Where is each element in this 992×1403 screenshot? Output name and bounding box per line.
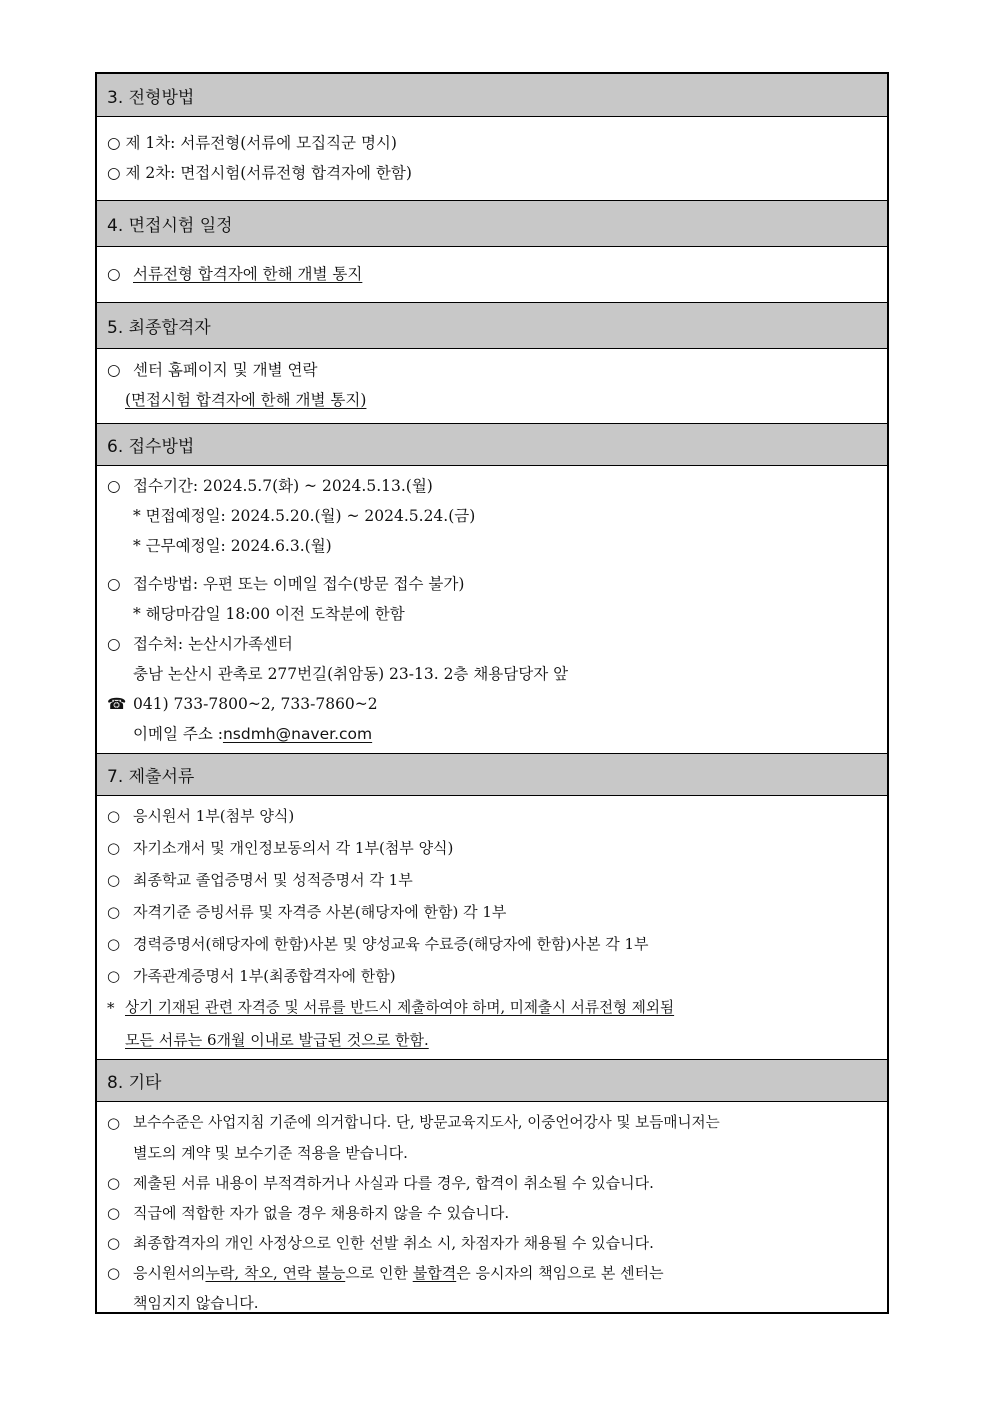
- section-body-final-applicants: [97, 349, 887, 424]
- list-item: ○ 자기소개서 및 개인정보동의서 각 1부(첨부 양식): [107, 832, 879, 864]
- email-link[interactable]: nsdmh@naver.com: [222, 725, 373, 743]
- list-item: ○ 최종학교 졸업증명서 및 성적증명서 각 1부: [107, 864, 879, 896]
- list-item-notice: * 상기 기재된 관련 자격증 및 서류를 반드시 제출하여야 하며, 미제출시 서류전형 제외됨: [107, 992, 879, 1024]
- list-item: ○ 최종합격자의 개인 사정상으로 인한 선발 취소 시, 차점자가 채용될 수 있습니다.: [107, 1228, 879, 1258]
- list-item: ○ 센터 홈페이지 및 개별 연락: [107, 355, 879, 385]
- list-item: (면접시험 합격자에 한해 개별 통지): [125, 391, 367, 409]
- list-item: ○ 응시원서의 누락, 착오, 연락 불능 으로 인한 불합격 은 응시자의 책임으로 본 센터는: [107, 1258, 879, 1288]
- circle-bullet: ○: [107, 871, 121, 889]
- phone-icon: ☎: [107, 695, 127, 713]
- list-item-office: ○ 접수처: 논산시가족센터: [107, 629, 879, 659]
- section-header-selection-method: [97, 74, 887, 117]
- circle-bullet: ○: [107, 903, 121, 921]
- list-item-phone: ☎ 041) 733-7800~2, 733-7860~2: [107, 689, 879, 719]
- section-body-others: [97, 1102, 887, 1312]
- list-item: ○ 자격기준 증빙서류 및 자격증 사본(해당자에 한함) 각 1부: [107, 896, 879, 928]
- section-header-final-applicants: [97, 303, 887, 349]
- list-item-address: 충남 논산시 관촉로 277번길(취암동) 23-13. 2층 채용담당자 앞: [133, 665, 569, 683]
- section-title: 6. 접수방법: [107, 437, 195, 457]
- list-item: ○ 제 1차: 서류전형(서류에 모집직군 명시): [107, 134, 397, 152]
- circle-bullet: ○: [107, 361, 121, 379]
- list-item: 별도의 계약 및 보수기준 적용을 받습니다.: [133, 1144, 408, 1162]
- circle-bullet: ○: [107, 935, 121, 953]
- section-title: 3. 전형방법: [107, 87, 195, 108]
- circle-bullet: ○: [107, 635, 121, 653]
- section-title: 8. 기타: [107, 1073, 162, 1093]
- list-item-email: 이메일 주소 : nsdmh@naver.com: [107, 719, 879, 749]
- section-header-others: [97, 1060, 887, 1102]
- list-item-method: ○ 접수방법: 우편 또는 이메일 접수(방문 접수 불가): [107, 569, 879, 599]
- circle-bullet: ○: [107, 1264, 121, 1282]
- section-title: 7. 제출서류: [107, 767, 195, 787]
- section-title: 4. 면접시험 일정: [107, 216, 233, 236]
- list-item-work-date: * 근무예정일: 2024.6.3.(월): [133, 537, 332, 555]
- section-body-required-documents: [97, 796, 887, 1060]
- list-item: ○ 제출된 서류 내용이 부적격하거나 사실과 다를 경우, 합격이 취소될 수 있습니다.: [107, 1168, 879, 1198]
- section-body-selection-method: [97, 117, 887, 201]
- circle-bullet: ○: [107, 967, 121, 985]
- list-item: ○ 경력증명서(해당자에 한함)사본 및 양성교육 수료증(해당자에 한함)사본 각 1부: [107, 928, 879, 960]
- recruitment-notice-table: [95, 72, 889, 1314]
- list-item: ○ 서류전형 합격자에 한해 개별 통지: [107, 259, 879, 289]
- list-item-interview-date: * 면접예정일: 2024.5.20.(월) ~ 2024.5.24.(금): [133, 507, 476, 525]
- list-item-deadline: * 해당마감일 18:00 이전 도착분에 한함: [133, 605, 405, 623]
- list-item-period: ○ 접수기간: 2024.5.7(화) ~ 2024.5.13.(월): [107, 471, 879, 501]
- list-item-notice: 모든 서류는 6개월 이내로 발급된 것으로 한함.: [125, 1031, 429, 1049]
- asterisk-mark: *: [107, 999, 115, 1017]
- circle-bullet: ○: [107, 807, 121, 825]
- circle-bullet: ○: [107, 477, 121, 495]
- list-item: ○ 응시원서 1부(첨부 양식): [107, 800, 879, 832]
- circle-bullet: ○: [107, 1204, 121, 1222]
- circle-bullet: ○: [107, 265, 121, 283]
- list-item: ○ 직급에 적합한 자가 없을 경우 채용하지 않을 수 있습니다.: [107, 1198, 879, 1228]
- section-header-application-method: [97, 424, 887, 466]
- circle-bullet: ○: [107, 839, 121, 857]
- circle-bullet: ○: [107, 1234, 121, 1252]
- list-item: ○ 제 2차: 면접시험(서류전형 합격자에 한함): [107, 164, 412, 182]
- circle-bullet: ○: [107, 575, 121, 593]
- list-item: ○ 가족관계증명서 1부(최종합격자에 한함): [107, 960, 879, 992]
- section-header-required-documents: [97, 754, 887, 796]
- list-item: ○ 보수수준은 사업지침 기준에 의거합니다. 단, 방문교육지도사, 이중언어강사 및 보듬매니저는: [107, 1108, 879, 1138]
- circle-bullet: ○: [107, 1114, 121, 1132]
- list-item: 책임지지 않습니다.: [133, 1294, 259, 1312]
- section-header-interview-schedule: [97, 201, 887, 247]
- section-body-application-method: [97, 466, 887, 754]
- section-body-interview-schedule: [97, 247, 887, 303]
- circle-bullet: ○: [107, 1174, 121, 1192]
- section-title: 5. 최종합격자: [107, 318, 211, 338]
